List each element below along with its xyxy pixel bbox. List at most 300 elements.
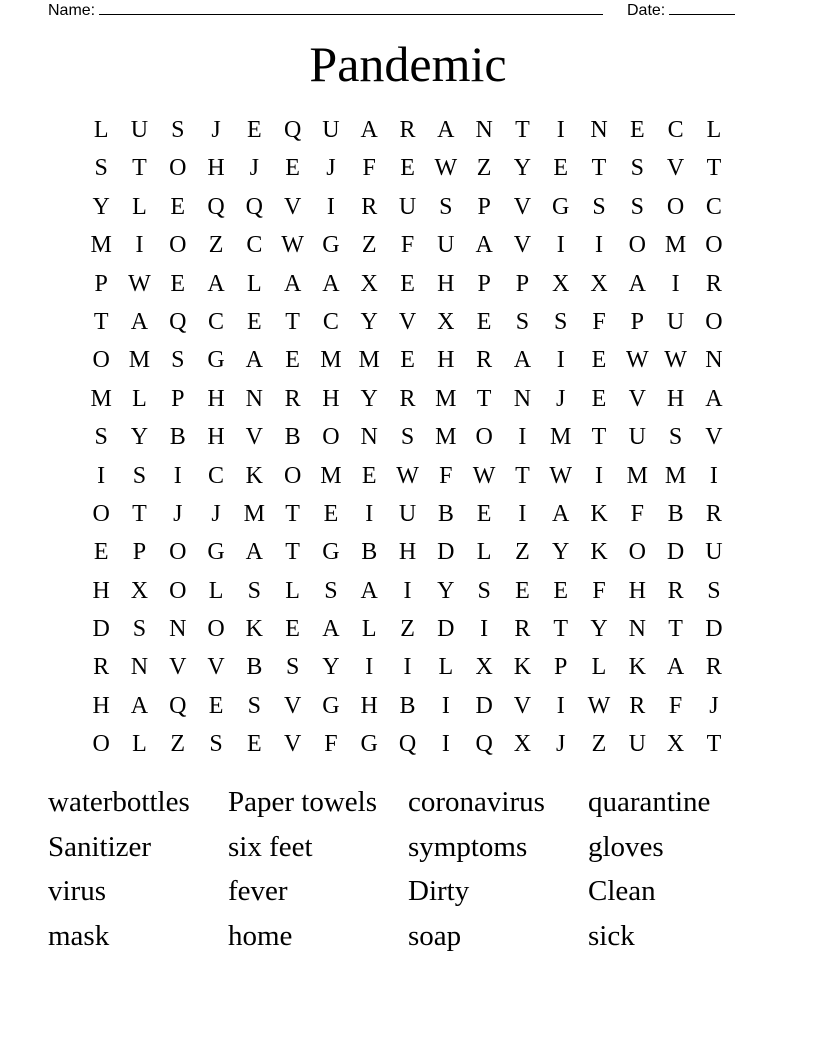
grid-letter[interactable]: I xyxy=(518,500,527,527)
grid-letter[interactable]: A xyxy=(666,654,685,681)
grid-letter[interactable]: Y xyxy=(590,616,608,643)
grid-letter[interactable]: L xyxy=(591,654,607,681)
grid-letter[interactable]: N xyxy=(628,616,646,643)
grid-letter[interactable]: I xyxy=(671,270,680,297)
grid-letter[interactable]: H xyxy=(92,577,110,604)
grid-letter[interactable]: I xyxy=(556,117,565,143)
grid-letter[interactable]: S xyxy=(94,155,108,182)
grid-letter[interactable]: A xyxy=(322,616,340,643)
grid-letter[interactable]: W xyxy=(549,462,573,489)
grid-letter[interactable]: I xyxy=(441,731,450,758)
grid-letter[interactable]: I xyxy=(403,654,412,681)
grid-letter[interactable]: H xyxy=(628,577,646,604)
name-field[interactable] xyxy=(48,0,603,20)
grid-letter[interactable]: V xyxy=(283,692,302,719)
grid-letter[interactable]: V xyxy=(207,654,225,681)
grid-letter[interactable]: D xyxy=(437,616,455,643)
grid-letter[interactable]: Z xyxy=(476,155,492,182)
grid-letter[interactable]: I xyxy=(365,500,374,527)
grid-letter[interactable]: O xyxy=(475,424,493,451)
grid-letter[interactable]: Z xyxy=(591,731,607,758)
grid-letter[interactable]: S xyxy=(630,193,644,220)
grid-letter[interactable]: V xyxy=(398,308,417,335)
grid-letter[interactable]: A xyxy=(322,270,340,297)
grid-letter[interactable]: R xyxy=(629,692,646,719)
grid-letter[interactable]: W xyxy=(434,155,458,182)
grid-letter[interactable]: I xyxy=(441,692,450,719)
grid-letter[interactable]: Y xyxy=(130,424,149,451)
grid-letter[interactable]: A xyxy=(245,539,263,566)
grid-letter[interactable]: A xyxy=(130,692,149,719)
grid-letter[interactable]: O xyxy=(92,500,110,527)
grid-letter[interactable]: L xyxy=(132,193,147,220)
word-list-item: virus xyxy=(48,875,106,907)
grid-letter[interactable]: H xyxy=(360,692,378,719)
grid-letter[interactable]: S xyxy=(247,577,262,604)
grid-letter[interactable]: D xyxy=(475,692,493,719)
grid-letter[interactable]: Z xyxy=(361,232,377,259)
grid-letter[interactable]: V xyxy=(513,193,532,220)
grid-letter[interactable]: D xyxy=(437,539,455,566)
grid-letter[interactable]: F xyxy=(630,500,644,527)
grid-letter[interactable]: R xyxy=(284,385,301,412)
grid-letter[interactable]: R xyxy=(476,347,493,374)
grid-letter[interactable]: E xyxy=(361,462,377,489)
grid-letter[interactable]: W xyxy=(664,347,687,374)
word-list-item: soap xyxy=(408,919,462,952)
grid-letter[interactable]: C xyxy=(705,193,722,220)
grid-letter[interactable]: K xyxy=(590,500,608,527)
grid-letter[interactable]: X xyxy=(360,270,378,297)
grid-letter[interactable]: P xyxy=(554,654,568,681)
grid-letter[interactable]: M xyxy=(358,347,380,374)
grid-letter[interactable]: H xyxy=(398,539,417,566)
grid-letter[interactable]: P xyxy=(94,270,108,297)
grid-letter[interactable]: A xyxy=(475,232,493,259)
grid-letter[interactable]: W xyxy=(281,232,304,259)
grid-letter[interactable]: Y xyxy=(552,539,570,566)
grid-letter[interactable]: J xyxy=(173,500,183,527)
grid-letter[interactable]: B xyxy=(361,539,378,566)
grid-letter[interactable]: H xyxy=(322,385,340,412)
word-list-item: quarantine xyxy=(588,786,711,818)
grid-letter[interactable]: K xyxy=(590,539,608,566)
grid-letter[interactable]: H xyxy=(207,424,225,451)
grid-letter[interactable]: Y xyxy=(513,155,532,182)
grid-letter[interactable]: M xyxy=(320,347,342,374)
grid-letter[interactable]: I xyxy=(135,232,144,259)
grid-letter[interactable]: I xyxy=(709,462,718,489)
grid-letter[interactable]: S xyxy=(439,193,453,220)
grid-letter[interactable]: C xyxy=(208,462,225,489)
grid-letter[interactable]: U xyxy=(628,731,646,758)
grid-letter[interactable]: I xyxy=(480,616,489,643)
grid-letter[interactable]: A xyxy=(283,270,302,297)
grid-letter[interactable]: J xyxy=(556,385,566,412)
grid-letter[interactable]: N xyxy=(130,654,149,681)
grid-letter[interactable]: L xyxy=(93,117,109,143)
grid-letter[interactable]: S xyxy=(400,424,415,451)
grid-letter[interactable]: D xyxy=(705,616,723,643)
grid-letter[interactable]: S xyxy=(247,692,262,719)
grid-letter[interactable]: L xyxy=(706,117,722,143)
grid-letter[interactable]: H xyxy=(666,385,685,412)
grid-letter[interactable]: S xyxy=(668,424,683,451)
grid-letter[interactable]: S xyxy=(554,308,568,335)
grid-letter[interactable]: N xyxy=(360,424,378,451)
grid-letter[interactable]: L xyxy=(476,539,492,566)
grid-letter[interactable]: T xyxy=(591,424,607,451)
grid-letter[interactable]: L xyxy=(208,577,224,604)
grid-letter[interactable]: E xyxy=(285,347,300,374)
grid-letter[interactable]: T xyxy=(591,155,607,182)
grid-letter[interactable]: I xyxy=(403,577,412,604)
grid-letter[interactable]: U xyxy=(322,117,340,143)
grid-letter[interactable]: Z xyxy=(400,616,415,643)
grid-letter[interactable]: W xyxy=(128,270,151,297)
grid-letter[interactable]: Y xyxy=(322,654,340,681)
grid-letter[interactable]: I xyxy=(556,692,565,719)
grid-letter[interactable]: M xyxy=(626,462,648,489)
grid-letter[interactable]: O xyxy=(628,539,646,566)
grid-letter[interactable]: F xyxy=(668,692,683,719)
grid-letter[interactable]: S xyxy=(477,577,491,604)
grid-letter[interactable]: H xyxy=(207,385,225,412)
grid-letter[interactable]: I xyxy=(556,347,565,374)
grid-letter[interactable]: D xyxy=(92,616,110,643)
grid-letter[interactable]: V xyxy=(628,385,646,412)
grid-letter[interactable]: Q xyxy=(398,731,417,758)
grid-letter[interactable]: I xyxy=(173,462,182,489)
grid-letter[interactable]: P xyxy=(477,193,491,220)
grid-letter[interactable]: G xyxy=(322,692,340,719)
letter-grid xyxy=(82,111,733,764)
grid-letter[interactable]: O xyxy=(705,232,723,259)
grid-letter[interactable]: U xyxy=(666,308,685,335)
grid-letter[interactable]: M xyxy=(90,232,112,259)
grid-letter[interactable]: C xyxy=(246,232,263,259)
grid-letter[interactable]: T xyxy=(132,155,147,182)
grid-letter[interactable]: N xyxy=(245,385,263,412)
grid-letter[interactable]: L xyxy=(247,270,262,297)
grid-letter[interactable]: F xyxy=(439,462,453,489)
grid-letter[interactable]: B xyxy=(284,424,301,451)
grid-letter[interactable]: E xyxy=(591,347,607,374)
grid-letter[interactable]: D xyxy=(666,539,685,566)
grid-letter[interactable]: O xyxy=(628,232,646,259)
grid-letter[interactable]: G xyxy=(207,347,225,374)
grid-letter[interactable]: B xyxy=(437,500,454,527)
grid-letter[interactable]: E xyxy=(591,385,607,412)
grid-letter[interactable]: V xyxy=(283,193,302,220)
grid-letter[interactable]: N xyxy=(169,616,187,643)
grid-letter[interactable]: A xyxy=(513,347,532,374)
grid-letter[interactable]: Q xyxy=(169,692,187,719)
grid-letter[interactable]: S xyxy=(630,155,644,182)
grid-letter[interactable]: X xyxy=(552,270,570,297)
grid-letter[interactable]: E xyxy=(285,155,300,182)
grid-letter[interactable]: C xyxy=(322,308,339,335)
grid-letter[interactable]: O xyxy=(322,424,340,451)
grid-letter[interactable]: I xyxy=(595,462,603,489)
grid-letter[interactable]: E xyxy=(476,500,492,527)
date-blank-line[interactable] xyxy=(669,0,735,15)
grid-letter[interactable]: V xyxy=(283,731,302,758)
grid-letter[interactable]: X xyxy=(475,654,493,681)
grid-letter[interactable]: E xyxy=(323,500,339,527)
grid-letter[interactable]: F xyxy=(362,155,376,182)
grid-letter[interactable]: L xyxy=(285,577,300,604)
grid-letter[interactable]: A xyxy=(360,117,378,143)
grid-letter[interactable]: R xyxy=(514,616,531,643)
grid-letter[interactable]: S xyxy=(171,347,185,374)
grid-letter[interactable]: V xyxy=(513,232,532,259)
grid-letter[interactable]: O xyxy=(169,155,187,182)
grid-letter[interactable]: G xyxy=(322,232,340,259)
header xyxy=(0,0,816,20)
grid-letter[interactable]: S xyxy=(707,577,721,604)
grid-letter[interactable]: R xyxy=(93,654,110,681)
grid-letter[interactable]: U xyxy=(398,500,417,527)
grid-letter[interactable]: G xyxy=(322,539,340,566)
grid-letter[interactable]: R xyxy=(705,270,722,297)
grid-letter[interactable]: J xyxy=(326,155,336,182)
grid-letter[interactable]: O xyxy=(169,577,187,604)
grid-letter[interactable]: L xyxy=(361,616,377,643)
grid-letter[interactable]: L xyxy=(132,385,147,412)
grid-letter[interactable]: U xyxy=(398,193,417,220)
grid-letter[interactable]: S xyxy=(285,654,300,681)
grid-letter[interactable]: E xyxy=(247,117,262,143)
grid-letter[interactable]: U xyxy=(130,117,149,143)
grid-letter[interactable]: M xyxy=(128,347,151,374)
grid-letter[interactable]: R xyxy=(667,577,684,604)
grid-letter[interactable]: P xyxy=(171,385,185,412)
grid-letter[interactable]: O xyxy=(207,616,225,643)
grid-letter[interactable]: U xyxy=(705,539,723,566)
grid-letter[interactable]: E xyxy=(208,692,224,719)
grid-letter[interactable]: R xyxy=(399,117,416,143)
grid-letter[interactable]: V xyxy=(705,424,723,451)
grid-letter[interactable]: Q xyxy=(475,731,493,758)
grid-letter[interactable]: Q xyxy=(245,193,263,220)
grid-letter[interactable]: I xyxy=(595,232,603,259)
grid-letter[interactable]: M xyxy=(90,385,112,412)
grid-letter[interactable]: W xyxy=(396,462,419,489)
grid-letter[interactable]: P xyxy=(630,308,644,335)
grid-letter[interactable]: V xyxy=(513,692,532,719)
grid-letter[interactable]: R xyxy=(705,500,722,527)
grid-letter[interactable]: R xyxy=(399,385,416,412)
grid-letter[interactable]: T xyxy=(515,462,530,489)
word-list xyxy=(48,780,768,958)
grid-letter[interactable]: O xyxy=(169,232,187,259)
grid-letter[interactable]: E xyxy=(400,347,415,374)
grid-letter[interactable]: A xyxy=(552,500,570,527)
grid-letter[interactable]: X xyxy=(437,308,455,335)
grid-letter[interactable]: T xyxy=(668,616,683,643)
grid-letter[interactable]: V xyxy=(245,424,263,451)
grid-letter[interactable]: S xyxy=(324,577,338,604)
grid-letter[interactable]: U xyxy=(437,232,455,259)
grid-letter[interactable]: Z xyxy=(515,539,530,566)
grid-letter[interactable]: V xyxy=(666,155,685,182)
grid-letter[interactable]: S xyxy=(132,462,147,489)
grid-letter[interactable]: N xyxy=(590,117,608,143)
grid-letter[interactable]: Y xyxy=(92,193,110,220)
grid-letter[interactable]: O xyxy=(92,347,110,374)
grid-letter[interactable]: T xyxy=(285,308,300,335)
grid-letter[interactable]: G xyxy=(207,539,225,566)
grid-letter[interactable]: N xyxy=(513,385,532,412)
grid-letter[interactable]: Q xyxy=(169,308,187,335)
grid-letter[interactable]: H xyxy=(92,692,110,719)
grid-letter[interactable]: S xyxy=(94,424,108,451)
grid-letter[interactable]: P xyxy=(515,270,530,297)
grid-letter[interactable]: T xyxy=(93,308,109,335)
grid-letter[interactable]: X xyxy=(513,731,532,758)
grid-letter[interactable]: S xyxy=(209,731,223,758)
grid-letter[interactable]: A xyxy=(705,385,723,412)
grid-letter[interactable]: F xyxy=(592,308,606,335)
grid-letter[interactable]: I xyxy=(365,654,374,681)
grid-letter[interactable]: E xyxy=(247,731,262,758)
grid-letter[interactable]: C xyxy=(667,117,684,143)
grid-letter[interactable]: E xyxy=(400,270,415,297)
grid-letter[interactable]: N xyxy=(475,117,493,143)
grid-letter[interactable]: I xyxy=(556,232,565,259)
grid-letter[interactable]: B xyxy=(399,692,416,719)
grid-letter[interactable]: F xyxy=(324,731,338,758)
grid-letter[interactable]: Q xyxy=(283,117,302,143)
grid-letter[interactable]: A xyxy=(360,577,378,604)
grid-letter[interactable]: T xyxy=(476,385,492,412)
grid-letter[interactable]: C xyxy=(208,308,225,335)
grid-letter[interactable]: T xyxy=(515,117,530,143)
date-field[interactable] xyxy=(627,0,735,20)
grid-letter[interactable]: O xyxy=(666,193,685,220)
grid-letter[interactable]: Z xyxy=(170,731,186,758)
grid-letter[interactable]: T xyxy=(706,731,722,758)
grid-letter[interactable]: M xyxy=(550,424,572,451)
grid-letter[interactable]: M xyxy=(243,500,265,527)
grid-letter[interactable]: S xyxy=(171,117,185,143)
grid-letter[interactable]: J xyxy=(211,500,221,527)
grid-letter[interactable]: L xyxy=(438,654,454,681)
grid-letter[interactable]: T xyxy=(553,616,569,643)
grid-letter[interactable]: O xyxy=(705,308,723,335)
grid-letter[interactable]: K xyxy=(245,462,263,489)
grid-letter[interactable]: P xyxy=(132,539,147,566)
grid-letter[interactable]: A xyxy=(207,270,225,297)
grid-letter[interactable]: W xyxy=(625,347,649,374)
grid-letter[interactable]: M xyxy=(320,462,342,489)
grid-letter[interactable]: E xyxy=(553,577,569,604)
grid-letter[interactable]: S xyxy=(515,308,530,335)
grid-letter[interactable]: B xyxy=(667,500,684,527)
grid-letter[interactable]: E xyxy=(553,155,569,182)
grid-letter[interactable]: A xyxy=(437,117,455,143)
grid-letter[interactable]: K xyxy=(245,616,263,643)
grid-letter[interactable]: J xyxy=(709,692,719,719)
grid-letter[interactable]: N xyxy=(705,347,723,374)
grid-letter[interactable]: O xyxy=(92,731,110,758)
grid-letter[interactable]: T xyxy=(706,155,722,182)
grid-letter[interactable]: J xyxy=(249,155,259,182)
grid-letter[interactable]: G xyxy=(552,193,570,220)
grid-letter[interactable]: A xyxy=(245,347,263,374)
grid-letter[interactable]: J xyxy=(211,117,221,143)
grid-letter[interactable]: W xyxy=(587,692,611,719)
grid-letter[interactable]: M xyxy=(435,385,457,412)
grid-letter[interactable]: I xyxy=(518,424,527,451)
grid-letter[interactable]: F xyxy=(400,232,415,259)
grid-letter[interactable]: R xyxy=(361,193,378,220)
grid-letter[interactable]: I xyxy=(326,193,335,220)
grid-letter[interactable]: K xyxy=(628,654,646,681)
grid-letter[interactable]: Y xyxy=(360,385,378,412)
grid-letter[interactable]: U xyxy=(628,424,646,451)
grid-letter[interactable]: M xyxy=(664,232,687,259)
grid-letter[interactable]: H xyxy=(437,347,455,374)
grid-letter[interactable]: A xyxy=(628,270,646,297)
grid-letter[interactable]: L xyxy=(132,731,147,758)
grid-letter[interactable]: P xyxy=(477,270,491,297)
grid-letter[interactable]: W xyxy=(472,462,496,489)
grid-letter[interactable]: M xyxy=(435,424,457,451)
grid-letter[interactable]: E xyxy=(93,539,109,566)
grid-letter[interactable]: E xyxy=(629,117,645,143)
grid-letter[interactable]: M xyxy=(664,462,687,489)
grid-letter[interactable]: E xyxy=(170,193,186,220)
grid-letter[interactable]: B xyxy=(169,424,186,451)
grid-letter[interactable]: V xyxy=(169,654,187,681)
grid-letter[interactable]: E xyxy=(476,308,492,335)
date-label: Date: xyxy=(627,2,666,19)
grid-letter[interactable]: X xyxy=(590,270,608,297)
grid-letter[interactable]: T xyxy=(132,500,147,527)
grid-letter[interactable]: I xyxy=(97,462,106,489)
grid-letter[interactable]: E xyxy=(400,155,415,182)
grid-letter[interactable]: X xyxy=(130,577,149,604)
grid-letter[interactable]: X xyxy=(666,731,685,758)
grid-letter[interactable]: E xyxy=(515,577,530,604)
grid-letter[interactable]: J xyxy=(556,731,566,758)
grid-letter[interactable]: O xyxy=(283,462,302,489)
grid-letter[interactable]: A xyxy=(130,308,149,335)
grid-letter[interactable]: Q xyxy=(207,193,225,220)
grid-letter[interactable]: E xyxy=(247,308,262,335)
grid-letter[interactable]: F xyxy=(592,577,606,604)
grid-letter[interactable]: T xyxy=(285,500,300,527)
grid-letter[interactable]: S xyxy=(592,193,606,220)
grid-letter[interactable]: B xyxy=(246,654,263,681)
grid-letter[interactable]: G xyxy=(360,731,378,758)
grid-letter[interactable]: Y xyxy=(360,308,378,335)
grid-letter[interactable]: E xyxy=(170,270,186,297)
grid-letter[interactable]: H xyxy=(207,155,225,182)
name-blank-line[interactable] xyxy=(99,0,603,15)
grid-letter[interactable]: O xyxy=(169,539,187,566)
grid-letter[interactable]: K xyxy=(513,654,532,681)
grid-letter[interactable]: S xyxy=(132,616,147,643)
grid-letter[interactable]: E xyxy=(285,616,300,643)
grid-letter[interactable]: Y xyxy=(437,577,455,604)
grid-letter[interactable]: R xyxy=(705,654,722,681)
grid-letter[interactable]: Z xyxy=(208,232,224,259)
grid-letter[interactable]: H xyxy=(437,270,455,297)
grid-letter[interactable]: T xyxy=(285,539,300,566)
